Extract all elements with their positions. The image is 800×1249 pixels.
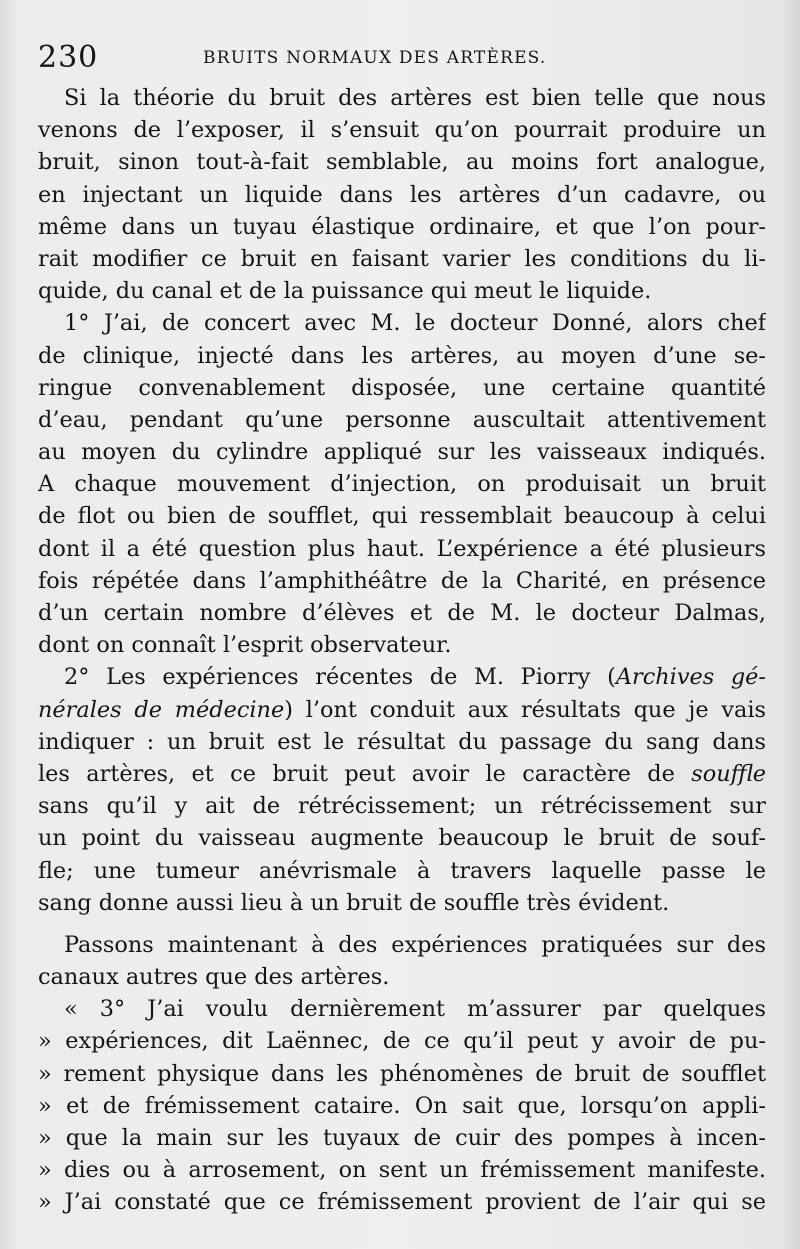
text-line: Si la théorie du bruit des artères est bien telle que nous	[64, 85, 766, 111]
text-line: de clinique, injecté dans les artères, au moyen d’une se-	[38, 342, 766, 369]
text-line: » rement physique dans les phénomènes de bruit de soufflet	[38, 1060, 766, 1087]
text-line: les artères, et ce bruit peut avoir le caractère de souffle	[38, 760, 766, 787]
text-line: » J’ai constaté que ce frémissement provient de l’air qui se	[38, 1189, 766, 1216]
text-line: 1° J’ai, de concert avec M. le docteur Donné, alors chef	[64, 310, 766, 337]
text-line: sans qu’il y ait de rétrécissement; un rétrécissement sur	[38, 793, 766, 820]
text-line: 2° Les expériences récentes de M. Piorry (Archives gé-	[64, 664, 766, 691]
text-line: nérales de médecine) l’ont conduit aux résultats que je vais	[38, 696, 766, 723]
text-line: venons de l’exposer, il s’ensuit qu’on pourrait produire un	[38, 117, 766, 144]
text-line: « 3° J’ai voulu dernièrement m’assurer par quelques	[64, 996, 766, 1023]
page-header	[38, 40, 770, 74]
text-line: bruit, sinon tout-à-fait semblable, au moins fort analogue,	[38, 149, 766, 176]
text-line: même dans un tuyau élastique ordinaire, et que l’on pour-	[38, 213, 766, 240]
page-body-text	[38, 82, 766, 1219]
text-line: canaux autres que des artères.	[38, 964, 390, 991]
paragraph-gap	[38, 919, 766, 929]
text-line: dont on connaît l’esprit observateur.	[38, 632, 452, 659]
text-line: en injectant un liquide dans les artères d’un cadavre, ou	[38, 181, 766, 208]
text-line: rait modifier ce bruit en faisant varier les conditions du li-	[38, 245, 766, 272]
text-line: » dies ou à arrosement, on sent un frémissement manifeste.	[38, 1157, 766, 1184]
text-line: » que la main sur les tuyaux de cuir des pompes à incen-	[38, 1125, 766, 1151]
text-line: A chaque mouvement d’injection, on produisait un bruit	[38, 471, 766, 498]
text-line: d’un certain nombre d’élèves et de M. le docteur Dalmas,	[38, 600, 766, 626]
text-line: d’eau, pendant qu’une personne auscultait attentivement	[38, 406, 766, 433]
text-line: quide, du canal et de la puissance qui meut le liquide.	[38, 278, 652, 305]
text-line: un point du vaisseau augmente beaucoup le bruit de souf-	[38, 825, 766, 852]
text-line: indiquer : un bruit est le résultat du passage du sang dans	[38, 728, 766, 755]
text-line: » expériences, dit Laënnec, de ce qu’il peut y avoir de pu-	[38, 1028, 766, 1055]
text-line: Passons maintenant à des expériences pratiquées sur des	[64, 931, 766, 958]
text-line: de flot ou bien de soufflet, qui ressemblait beaucoup à celui	[38, 503, 766, 530]
page-number: 230	[38, 40, 99, 75]
text-line: sang donne aussi lieu à un bruit de souffle très évident.	[38, 889, 670, 916]
text-line: » et de frémissement cataire. On sait que, lorsqu’on appli-	[38, 1092, 766, 1119]
text-line: au moyen du cylindre appliqué sur les vaisseaux indiqués.	[38, 439, 766, 466]
text-line: ringue convenablement disposée, une certaine quantité	[38, 374, 766, 401]
text-line: fle; une tumeur anévrismale à travers laquelle passe le	[38, 857, 766, 884]
text-line: fois répétée dans l’amphithéâtre de la Charité, en présence	[38, 567, 766, 594]
text-line: dont il a été question plus haut. L’expérience a été plusieurs	[38, 535, 766, 562]
running-head: BRUITS NORMAUX DES ARTÈRES.	[203, 48, 547, 68]
